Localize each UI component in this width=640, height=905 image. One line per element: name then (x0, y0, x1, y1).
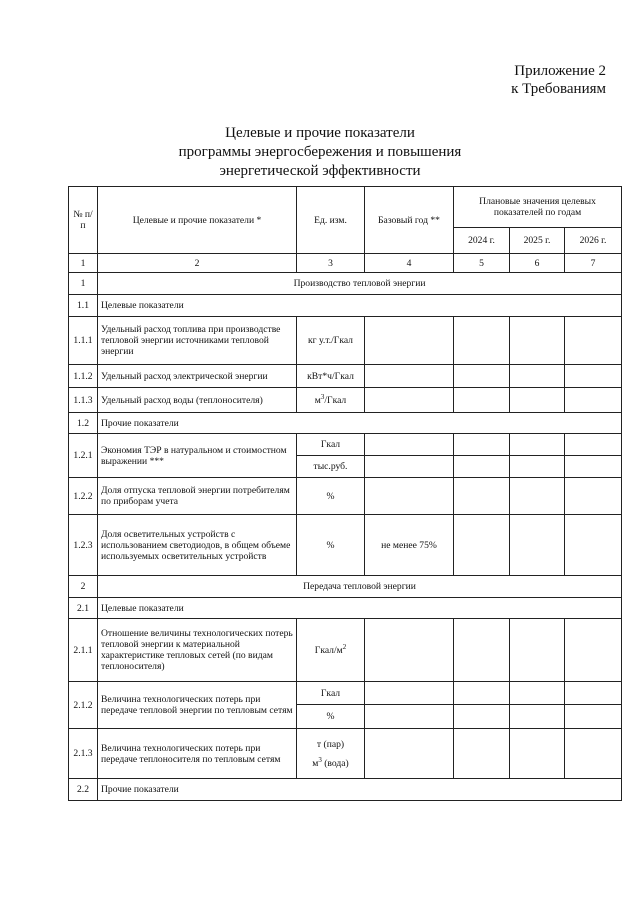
base-value-cell (365, 619, 454, 682)
title-line-2: программы энергосбережения и повышения (178, 144, 462, 160)
plan-2026-cell (565, 388, 622, 413)
table-row (69, 478, 622, 515)
header-base-year: Базовый год ** (365, 187, 454, 254)
plan-2025-cell (510, 682, 565, 705)
table-row (69, 388, 622, 413)
appendix-line-1: Приложение 2 (514, 63, 606, 79)
base-value-cell (365, 682, 454, 705)
plan-2026-cell (565, 682, 622, 705)
base-value-cell (365, 478, 454, 515)
table-row (69, 619, 622, 682)
table-row (69, 682, 622, 705)
title-line-3: энергетической эффективности (219, 163, 421, 179)
subsection-row (69, 295, 622, 317)
plan-2025-cell (510, 705, 565, 729)
row-unit (297, 619, 365, 682)
plan-2026-cell (565, 317, 622, 365)
row-indicator: Экономия ТЭР в натуральном и стоимостном выражении *** (98, 434, 297, 478)
indicators-table (68, 186, 622, 801)
plan-2025-cell (510, 365, 565, 388)
plan-2024-cell (454, 456, 510, 478)
col-number-5: 5 (454, 254, 510, 273)
subsection-num: 2.1 (69, 598, 98, 619)
title-line-1: Целевые и прочие показатели (225, 125, 415, 141)
plan-2025-cell (510, 729, 565, 779)
subsection-title: Прочие показатели (98, 413, 622, 434)
unit-rest: (вода) (321, 757, 349, 769)
header-year-2024: 2024 г. (454, 228, 510, 254)
subsection-num: 2.2 (69, 779, 98, 801)
plan-2024-cell (454, 434, 510, 456)
plan-2026-cell (565, 619, 622, 682)
unit-rest: /Гкал (324, 394, 347, 406)
unit-main: м (314, 394, 321, 406)
base-value-cell (365, 456, 454, 478)
col-number-2: 2 (98, 254, 297, 273)
row-unit: % (297, 478, 365, 515)
plan-2025-cell (510, 478, 565, 515)
row-unit: кг у.т./Гкал (297, 317, 365, 365)
row-num: 2.1.2 (69, 682, 98, 729)
table-row (69, 515, 622, 576)
table-row (69, 729, 622, 779)
base-value-cell (365, 388, 454, 413)
row-num: 1.1.2 (69, 365, 98, 388)
base-value-cell (365, 729, 454, 779)
header-row (69, 187, 622, 228)
header-year-2025: 2025 г. (510, 228, 565, 254)
section-title: Передача тепловой энергии (98, 576, 622, 598)
col-number-4: 4 (365, 254, 454, 273)
plan-2026-cell (565, 478, 622, 515)
header-planned: Плановые значения целевых показателей по годам (454, 187, 622, 228)
subsection-num: 1.1 (69, 295, 98, 317)
row-unit: % (297, 705, 365, 729)
base-value-cell (365, 705, 454, 729)
base-value-cell: не менее 75% (365, 515, 454, 576)
plan-2025-cell (510, 456, 565, 478)
unit-main: м (312, 757, 319, 769)
table-row (69, 317, 622, 365)
row-num: 2.1.3 (69, 729, 98, 779)
plan-2024-cell (454, 365, 510, 388)
subsection-title: Целевые показатели (98, 598, 622, 619)
unit-sup: 3 (320, 392, 325, 401)
unit-line-2 (300, 755, 361, 769)
row-indicator: Доля отпуска тепловой энергии потребителям по приборам учета (98, 478, 297, 515)
plan-2026-cell (565, 365, 622, 388)
appendix-line-2: к Требованиям (511, 81, 606, 97)
row-unit (297, 388, 365, 413)
section-num: 1 (69, 273, 98, 295)
plan-2025-cell (510, 434, 565, 456)
row-unit: Гкал (297, 682, 365, 705)
row-unit (297, 729, 365, 779)
row-num: 2.1.1 (69, 619, 98, 682)
plan-2024-cell (454, 705, 510, 729)
header-unit: Ед. изм. (297, 187, 365, 254)
row-indicator: Доля осветительных устройств с использованием светодиодов, в общем объеме используемых осветительных устройств (98, 515, 297, 576)
section-num: 2 (69, 576, 98, 598)
unit-sup: 2 (342, 642, 347, 651)
plan-2024-cell (454, 682, 510, 705)
row-indicator: Удельный расход воды (теплоносителя) (98, 388, 297, 413)
subsection-row (69, 413, 622, 434)
row-num: 1.1.3 (69, 388, 98, 413)
col-number-3: 3 (297, 254, 365, 273)
col-number-1: 1 (69, 254, 98, 273)
document-title (0, 124, 640, 181)
column-numbers-row (69, 254, 622, 273)
plan-2025-cell (510, 388, 565, 413)
plan-2024-cell (454, 729, 510, 779)
table-row (69, 365, 622, 388)
plan-2026-cell (565, 515, 622, 576)
section-row (69, 273, 622, 295)
plan-2026-cell (565, 434, 622, 456)
plan-2024-cell (454, 619, 510, 682)
base-value-cell (365, 317, 454, 365)
unit-line-1: т (пар) (316, 738, 345, 750)
section-row (69, 576, 622, 598)
row-num: 1.2.3 (69, 515, 98, 576)
plan-2026-cell (565, 705, 622, 729)
appendix-note (511, 62, 606, 98)
plan-2024-cell (454, 317, 510, 365)
subsection-row (69, 779, 622, 801)
plan-2024-cell (454, 388, 510, 413)
subsection-title: Прочие показатели (98, 779, 622, 801)
unit-main: Гкал/м (314, 644, 343, 656)
header-year-2026: 2026 г. (565, 228, 622, 254)
plan-2026-cell (565, 456, 622, 478)
row-unit: кВт*ч/Гкал (297, 365, 365, 388)
row-indicator: Отношение величины технологических потерь тепловой энергии к материальной характеристике тепловых сетей (по видам теплоносителя) (98, 619, 297, 682)
row-indicator: Удельный расход топлива при производстве тепловой энергии источниками тепловой энергии (98, 317, 297, 365)
row-unit: тыс.руб. (297, 456, 365, 478)
plan-2025-cell (510, 317, 565, 365)
row-num: 1.2.2 (69, 478, 98, 515)
row-num: 1.1.1 (69, 317, 98, 365)
subsection-title: Целевые показатели (98, 295, 622, 317)
col-number-7: 7 (565, 254, 622, 273)
col-number-6: 6 (510, 254, 565, 273)
row-unit: % (297, 515, 365, 576)
header-indicator: Целевые и прочие показатели * (98, 187, 297, 254)
unit-sup: 3 (318, 755, 322, 764)
row-unit: Гкал (297, 434, 365, 456)
subsection-num: 1.2 (69, 413, 98, 434)
row-indicator: Удельный расход электрической энергии (98, 365, 297, 388)
base-value-cell (365, 365, 454, 388)
base-value-cell (365, 434, 454, 456)
table-row (69, 434, 622, 456)
plan-2026-cell (565, 729, 622, 779)
subsection-row (69, 598, 622, 619)
plan-2025-cell (510, 515, 565, 576)
plan-2024-cell (454, 515, 510, 576)
section-title: Производство тепловой энергии (98, 273, 622, 295)
row-num: 1.2.1 (69, 434, 98, 478)
plan-2025-cell (510, 619, 565, 682)
header-num: № п/п (69, 187, 98, 254)
plan-2024-cell (454, 478, 510, 515)
row-indicator: Величина технологических потерь при передаче теплоносителя по тепловым сетям (98, 729, 297, 779)
row-indicator: Величина технологических потерь при передаче тепловой энергии по тепловым сетям (98, 682, 297, 729)
